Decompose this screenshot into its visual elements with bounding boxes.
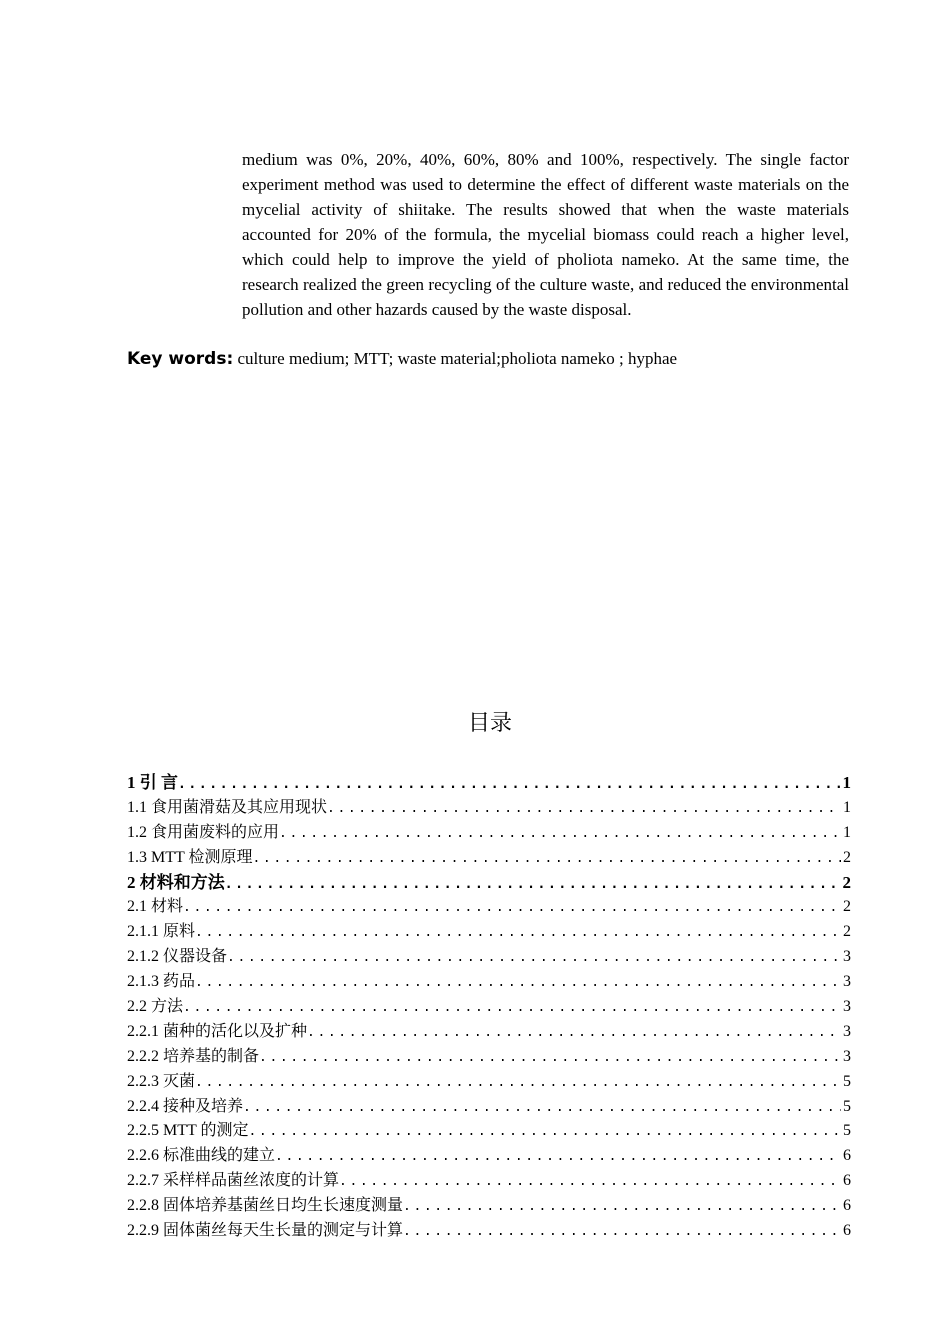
keywords-label: Key words: xyxy=(127,349,234,369)
toc-entry-page: 3 xyxy=(843,998,851,1016)
toc-entry[interactable] xyxy=(127,846,851,871)
toc-entry[interactable] xyxy=(127,995,851,1020)
toc-leader-dots xyxy=(279,822,841,846)
toc-entry-label: 2.2.5 MTT 的测定 xyxy=(127,1122,249,1140)
toc-entry[interactable] xyxy=(127,1169,851,1194)
table-of-contents xyxy=(127,771,851,1244)
toc-entry-page: 1 xyxy=(843,823,851,841)
keywords-text: culture medium; MTT; waste material;pholiota nameko ; hyphae xyxy=(237,349,678,368)
toc-entry-page: 1 xyxy=(842,773,851,792)
toc-leader-dots xyxy=(227,946,841,970)
toc-leader-dots xyxy=(249,1120,842,1144)
toc-leader-dots xyxy=(275,1145,841,1169)
toc-entry[interactable] xyxy=(127,796,851,821)
toc-entry-label: 1.1 食用菌滑菇及其应用现状 xyxy=(127,798,328,816)
toc-entry[interactable] xyxy=(127,895,851,920)
toc-entry-page: 3 xyxy=(843,973,851,991)
toc-entry-label: 2.1.2 仪器设备 xyxy=(127,948,228,966)
toc-entry-label: 1.3 MTT 检测原理 xyxy=(127,848,253,866)
toc-entry[interactable] xyxy=(127,771,851,796)
toc-entry-page: 6 xyxy=(843,1197,851,1215)
toc-entry-label: 1 引 言 xyxy=(127,773,178,792)
toc-entry-label: 2.2.8 固体培养基菌丝日均生长速度测量 xyxy=(127,1197,404,1215)
toc-entry-label: 2 材料和方法 xyxy=(127,872,225,892)
toc-entry-label: 2.2.6 标准曲线的建立 xyxy=(127,1147,276,1165)
toc-entry-page: 1 xyxy=(843,798,851,816)
toc-entry-page: 6 xyxy=(843,1172,851,1190)
keywords-line xyxy=(127,346,677,372)
toc-entry[interactable] xyxy=(127,1144,851,1169)
toc-leader-dots xyxy=(195,971,841,995)
toc-entry-label: 1.2 食用菌废料的应用 xyxy=(127,823,280,841)
toc-entry[interactable] xyxy=(127,1119,851,1144)
toc-entry-page: 5 xyxy=(843,1097,851,1115)
toc-entry-page: 3 xyxy=(843,1022,851,1040)
toc-leader-dots xyxy=(259,1046,841,1070)
toc-entry-label: 2.2.7 采样样品菌丝浓度的计算 xyxy=(127,1172,340,1190)
toc-leader-dots xyxy=(225,873,841,896)
toc-entry-page: 2 xyxy=(842,872,851,892)
toc-entry[interactable] xyxy=(127,1095,851,1120)
toc-title: 目录 xyxy=(467,711,512,736)
toc-leader-dots xyxy=(178,773,841,796)
toc-leader-dots xyxy=(327,797,841,821)
toc-leader-dots xyxy=(183,896,841,920)
toc-entry[interactable] xyxy=(127,920,851,945)
toc-entry-page: 2 xyxy=(843,848,851,866)
toc-leader-dots xyxy=(195,1071,841,1095)
abstract-paragraph: medium was 0%, 20%, 40%, 60%, 80% and 100%, respectively. The single factor experiment method was used to determine the effect of different waste materials on the mycelial activity of shiitake. The results showed that when the waste materials accounted for 20% of the formula, the mycelial biomass could reach a higher level, which could help to improve the yield of pholiota nameko. At the same time, the research realized the green recycling of the culture waste, and reduced the environmental pollution and other hazards caused by the waste disposal. xyxy=(242,150,849,319)
toc-entry[interactable] xyxy=(127,821,851,846)
toc-entry-label: 2.2.9 固体菌丝每天生长量的测定与计算 xyxy=(127,1222,404,1240)
toc-entry[interactable] xyxy=(127,871,851,896)
toc-leader-dots xyxy=(183,996,841,1020)
toc-entry[interactable] xyxy=(127,1020,851,1045)
toc-entry-label: 2.2.1 菌种的活化以及扩种 xyxy=(127,1022,308,1040)
toc-entry-label: 2.1.3 药品 xyxy=(127,973,196,991)
toc-entry-page: 5 xyxy=(843,1122,851,1140)
toc-entry[interactable] xyxy=(127,1070,851,1095)
toc-leader-dots xyxy=(403,1195,841,1219)
toc-entry[interactable] xyxy=(127,1045,851,1070)
toc-entry-page: 2 xyxy=(843,898,851,916)
toc-leader-dots xyxy=(403,1220,841,1244)
toc-entry-page: 3 xyxy=(843,1047,851,1065)
toc-entry-page: 5 xyxy=(843,1072,851,1090)
toc-entry-page: 3 xyxy=(843,948,851,966)
toc-leader-dots xyxy=(253,847,842,871)
toc-entry-page: 6 xyxy=(843,1147,851,1165)
toc-leader-dots xyxy=(195,921,841,945)
toc-entry-label: 2.2.2 培养基的制备 xyxy=(127,1047,260,1065)
toc-entry[interactable] xyxy=(127,945,851,970)
toc-entry-label: 2.2 方法 xyxy=(127,998,184,1016)
toc-entry[interactable] xyxy=(127,1194,851,1219)
toc-entry-label: 2.2.3 灭菌 xyxy=(127,1072,196,1090)
toc-leader-dots xyxy=(307,1021,841,1045)
toc-leader-dots xyxy=(339,1170,841,1194)
toc-entry-label: 2.1 材料 xyxy=(127,898,184,916)
toc-entry[interactable] xyxy=(127,1219,851,1244)
toc-entry-label: 2.1.1 原料 xyxy=(127,923,196,941)
toc-entry[interactable] xyxy=(127,970,851,995)
toc-leader-dots xyxy=(243,1096,841,1120)
toc-entry-page: 6 xyxy=(843,1222,851,1240)
toc-entry-page: 2 xyxy=(843,923,851,941)
toc-entry-label: 2.2.4 接种及培养 xyxy=(127,1097,244,1115)
